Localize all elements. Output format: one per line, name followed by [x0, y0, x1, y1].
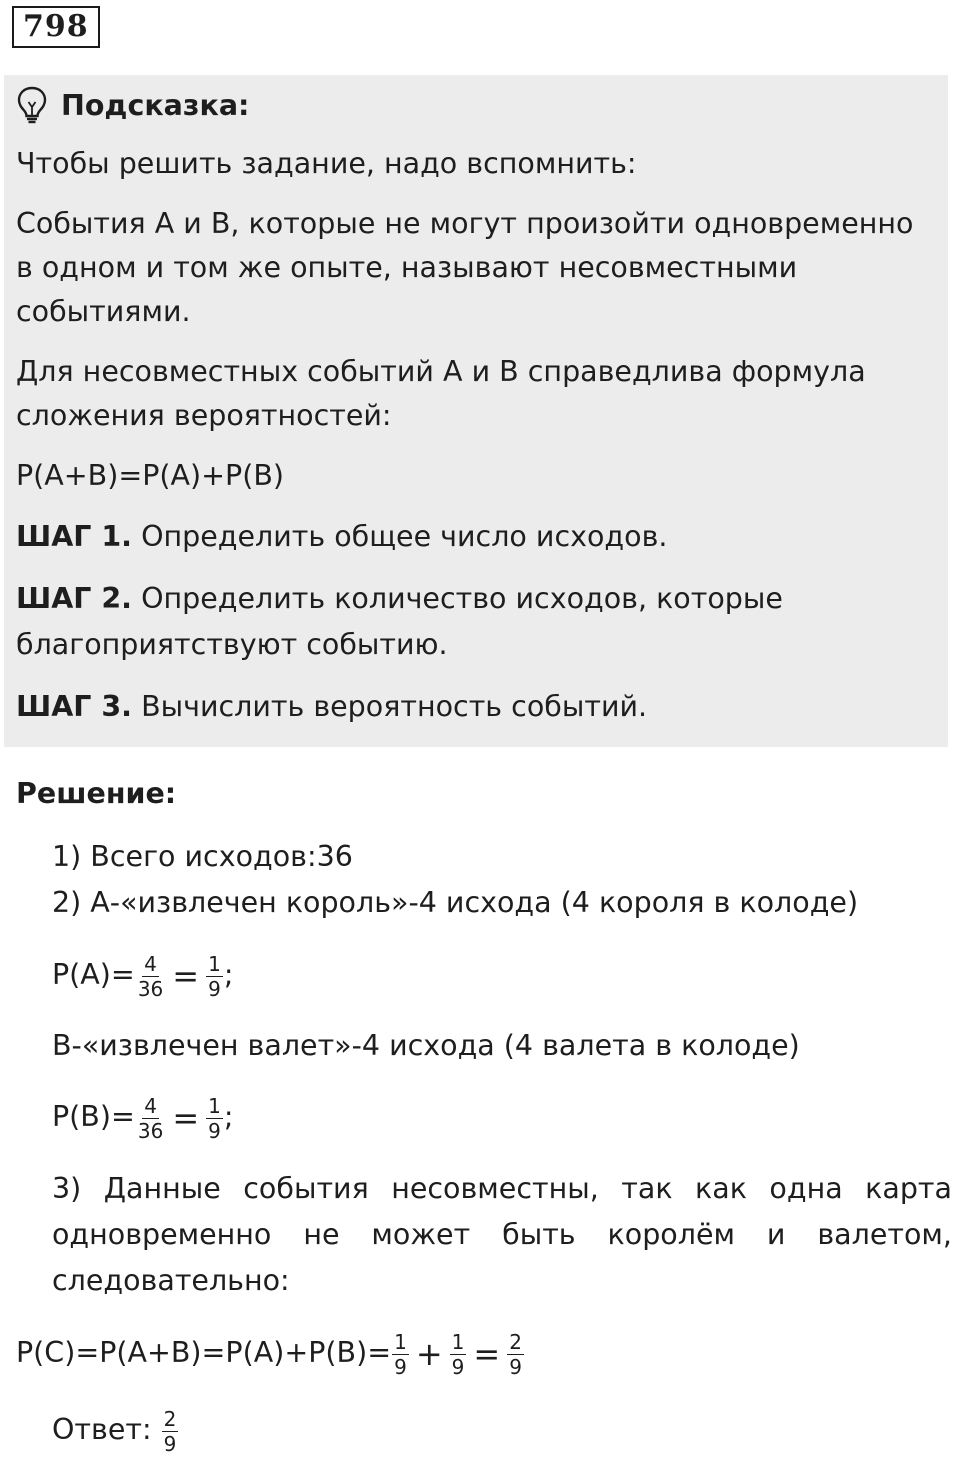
fraction	[507, 1330, 524, 1379]
pb-prefix: P(B)=	[52, 1100, 135, 1133]
fraction	[450, 1330, 467, 1379]
numerator: 1	[451, 1329, 465, 1354]
step-2-continuation: благоприятствуют событию.	[16, 628, 448, 661]
solution-line-b: В-«извлечен валет»-4 исхода (4 валета в колоде)	[52, 1029, 800, 1062]
hint-intro: Чтобы решить задание, надо вспомнить:	[16, 147, 637, 180]
semicolon: ;	[223, 1100, 234, 1133]
step-text: Определить количество исходов, которые	[132, 582, 783, 615]
denominator: 36	[137, 1118, 164, 1143]
answer-label: Ответ:	[52, 1413, 161, 1446]
step-text: Вычислить вероятность событий.	[132, 690, 648, 723]
fraction	[136, 1094, 165, 1143]
solution-title: Решение:	[16, 777, 177, 810]
rule-line: Для несовместных событий А и В справедлива формула	[16, 355, 866, 388]
equals-sign: =	[473, 1335, 501, 1373]
denominator: 9	[208, 1118, 221, 1143]
equals-sign: =	[172, 1099, 200, 1137]
step-label: ШАГ 1.	[16, 520, 133, 553]
fraction	[392, 1330, 409, 1379]
denominator: 9	[163, 1431, 177, 1456]
task-number: 798	[12, 6, 100, 48]
lightbulb-icon	[16, 86, 48, 128]
definition-line: в одном и том же опыте, называют несовместными	[16, 251, 798, 284]
rule-line: сложения вероятностей:	[16, 399, 392, 432]
definition-line: событиями.	[16, 295, 191, 328]
final-prefix: P(C)=P(A+B)=P(A)+P(B)=	[16, 1336, 392, 1369]
addition-formula: P(A+B)=P(A)+P(B)	[16, 459, 285, 492]
denominator: 9	[208, 976, 221, 1001]
numerator: 1	[208, 951, 221, 976]
step-text: Определить общее число исходов.	[132, 520, 668, 553]
final-formula	[16, 1325, 525, 1382]
fraction	[206, 1094, 223, 1143]
fraction	[206, 952, 223, 1001]
probability-a	[52, 948, 233, 1003]
step-label: ШАГ 2.	[16, 582, 133, 615]
numerator: 4	[144, 1093, 157, 1118]
fraction	[162, 1407, 179, 1456]
numerator: 2	[509, 1329, 522, 1354]
solution-line-3: 3) Данные события несовместны, так как одна карта одновременно не может быть королём и валетом, следовательно:	[52, 1172, 952, 1297]
probability-b	[52, 1090, 233, 1145]
numerator: 4	[144, 951, 157, 976]
solution-line-2: 2) А-«извлечен король»-4 исхода (4 короля в колоде)	[52, 886, 859, 919]
pa-prefix: P(A)=	[52, 958, 135, 991]
semicolon: ;	[223, 958, 234, 991]
step-label: ШАГ 3.	[16, 690, 133, 723]
equals-sign: =	[172, 957, 200, 995]
plus-sign: +	[415, 1335, 443, 1373]
denominator: 9	[394, 1354, 407, 1379]
denominator: 9	[451, 1354, 465, 1379]
definition-line: События А и В, которые не могут произойти одновременно	[16, 207, 914, 240]
numerator: 1	[394, 1329, 407, 1354]
numerator: 2	[163, 1406, 177, 1431]
answer	[52, 1402, 179, 1458]
hint-title: Подсказка:	[61, 89, 250, 122]
solution-line-1: 1) Всего исходов:36	[52, 840, 353, 873]
numerator: 1	[208, 1093, 221, 1118]
fraction	[136, 952, 165, 1001]
step-3	[16, 692, 647, 722]
step-2	[16, 584, 783, 614]
step-1	[16, 522, 667, 552]
denominator: 36	[137, 976, 164, 1001]
denominator: 9	[509, 1354, 522, 1379]
